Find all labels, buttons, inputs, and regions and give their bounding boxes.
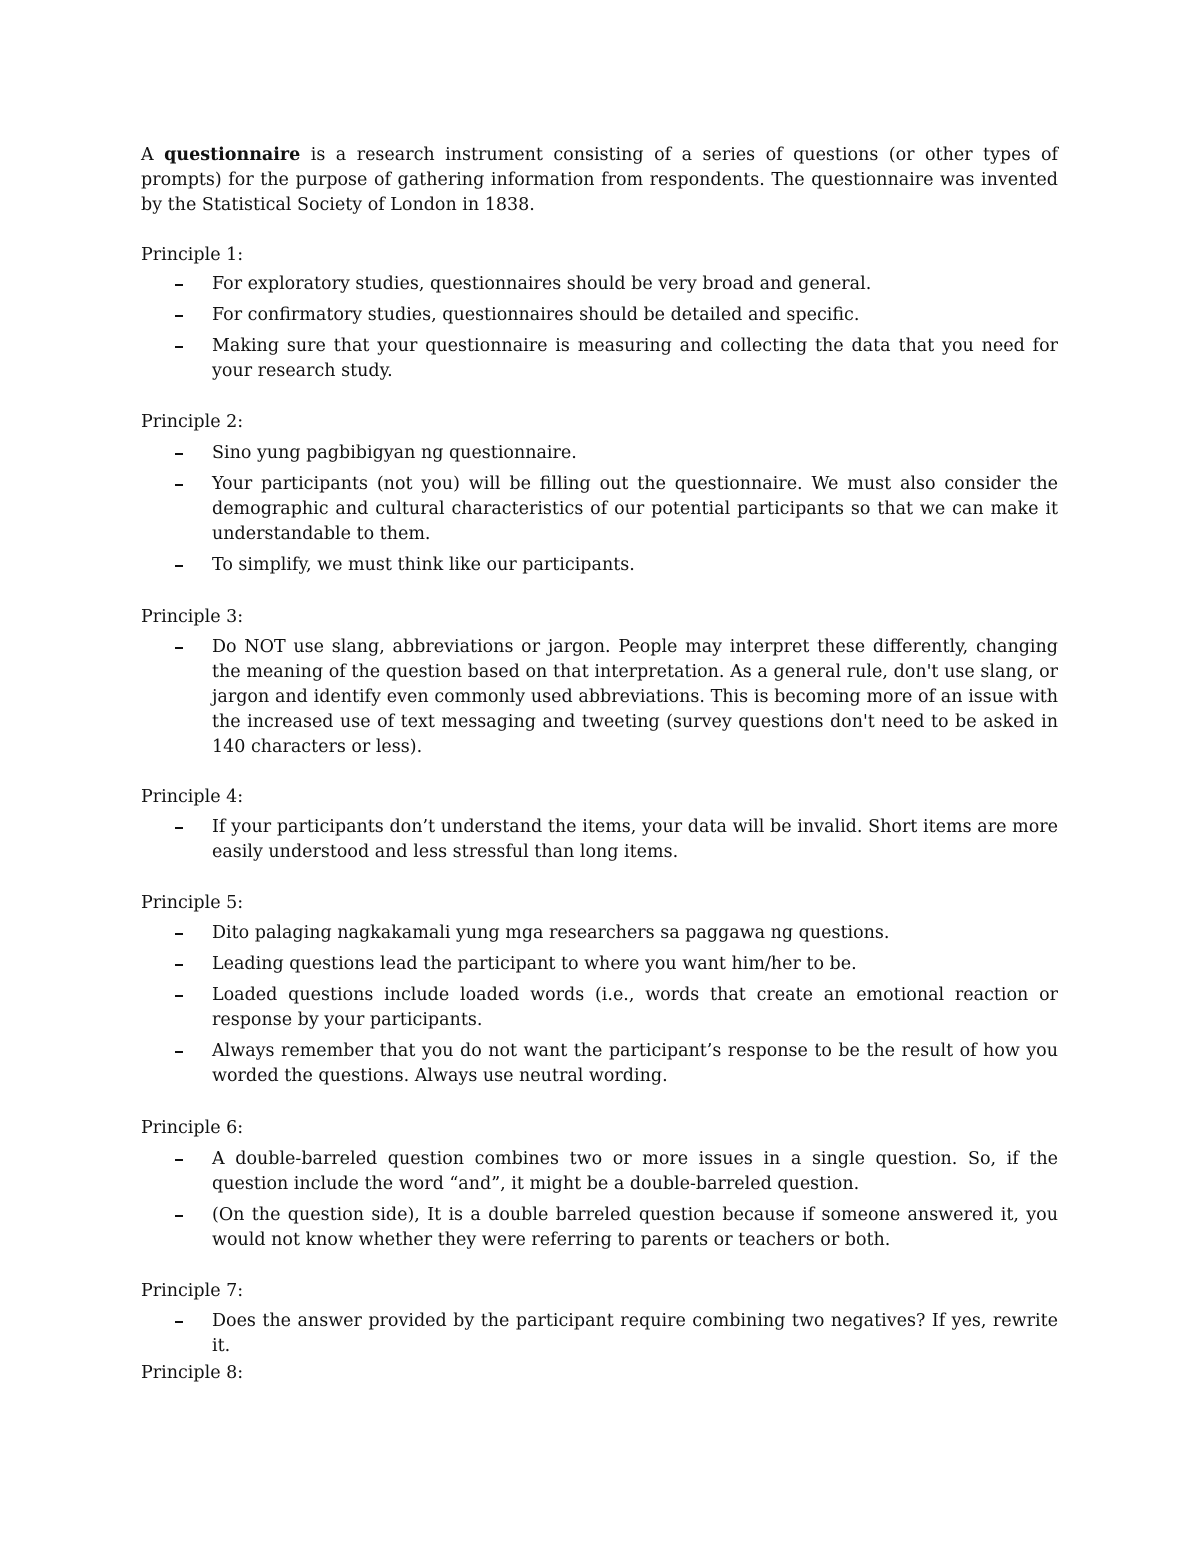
principle-8-title: Principle 8: (141, 1363, 244, 1383)
list-item: For confirmatory studies, questionnaires should be detailed and specific. (141, 303, 1058, 328)
dash-bullet-icon (175, 964, 183, 966)
list-item: Do NOT use slang, abbreviations or jargon. People may interpret these differently, changing the meaning of the question based on that interpretation. As a general rule, don't use slang, or jargon and identify even commonly used abbreviations. This is becoming more of an issue with the increased use of text messaging and tweeting (survey questions don't need to be asked in 140 characters or less). (141, 635, 1058, 760)
dash-bullet-icon (175, 315, 183, 317)
list-item: If your participants don’t understand the items, your data will be invalid. Short items are more easily understood and less stressful than long items. (141, 815, 1058, 865)
principle-1-title: Principle 1: (141, 245, 244, 265)
dash-bullet-icon (175, 827, 183, 829)
list-item: For exploratory studies, questionnaires should be very broad and general. (141, 272, 1058, 297)
principle-7-title: Principle 7: (141, 1281, 244, 1301)
principle-4-list (141, 815, 1058, 871)
dash-bullet-icon (175, 484, 183, 486)
principle-3-title: Principle 3: (141, 607, 244, 627)
intro-term: questionnaire (164, 145, 301, 165)
principle-6-list (141, 1147, 1058, 1259)
dash-bullet-icon (175, 933, 183, 935)
dash-bullet-icon (175, 284, 183, 286)
list-item: To simplify, we must think like our participants. (141, 553, 1058, 578)
principle-2-title: Principle 2: (141, 412, 244, 432)
list-item: Making sure that your questionnaire is measuring and collecting the data that you need for your research study. (141, 334, 1058, 384)
dash-bullet-icon (175, 346, 183, 348)
principle-3-list (141, 635, 1058, 766)
dash-bullet-icon (175, 1215, 183, 1217)
list-item: A double-barreled question combines two or more issues in a single question. So, if the question include the word “and”, it might be a double-barreled question. (141, 1147, 1058, 1197)
list-item: Loaded questions include loaded words (i.e., words that create an emotional reaction or response by your participants. (141, 983, 1058, 1033)
principle-5-title: Principle 5: (141, 893, 244, 913)
dash-bullet-icon (175, 565, 183, 567)
dash-bullet-icon (175, 453, 183, 455)
principle-2-list (141, 441, 1058, 584)
dash-bullet-icon (175, 995, 183, 997)
dash-bullet-icon (175, 1051, 183, 1053)
principle-7-list (141, 1309, 1058, 1365)
list-item: Sino yung pagbibigyan ng questionnaire. (141, 441, 1058, 466)
principle-4-title: Principle 4: (141, 787, 244, 807)
dash-bullet-icon (175, 647, 183, 649)
principle-5-list (141, 921, 1058, 1095)
dash-bullet-icon (175, 1159, 183, 1161)
principle-6-title: Principle 6: (141, 1118, 244, 1138)
intro-prefix: A (141, 145, 165, 165)
list-item: (On the question side), It is a double barreled question because if someone answered it, you would not know whether they were referring to parents or teachers or both. (141, 1203, 1058, 1253)
intro-paragraph (141, 143, 1058, 218)
principle-1-list (141, 272, 1058, 390)
list-item: Your participants (not you) will be filling out the questionnaire. We must also consider the demographic and cultural characteristics of our potential participants so that we can make it understandable to them. (141, 472, 1058, 547)
intro-text: is a research instrument consisting of a series of questions (or other types of prompts) for the purpose of gathering information from respondents. The questionnaire was invented by the Statistical Society of London in 1838. (141, 145, 1058, 215)
list-item: Always remember that you do not want the participant’s response to be the result of how you worded the questions. Always use neutral wording. (141, 1039, 1058, 1089)
dash-bullet-icon (175, 1321, 183, 1323)
list-item: Does the answer provided by the participant require combining two negatives? If yes, rewrite it. (141, 1309, 1058, 1359)
list-item: Dito palaging nagkakamali yung mga researchers sa paggawa ng questions. (141, 921, 1058, 946)
list-item: Leading questions lead the participant to where you want him/her to be. (141, 952, 1058, 977)
